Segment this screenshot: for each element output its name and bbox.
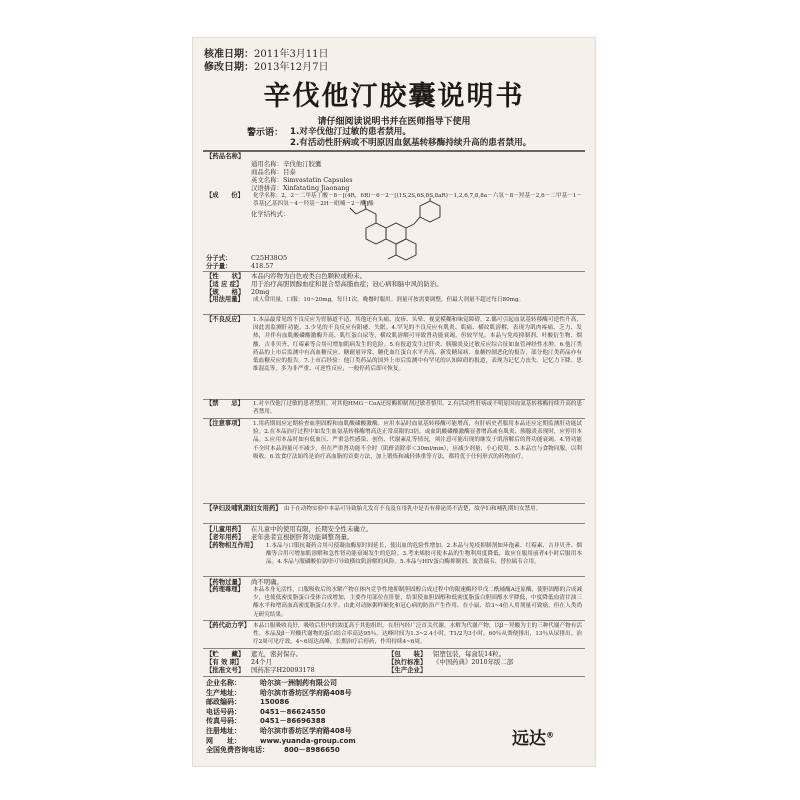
mfr-company: 企业名称： 哈尔滨一洲制药有限公司 bbox=[206, 679, 337, 687]
dosage-section: 【用法用量】 成人常用量，口服：10~20mg，每日1次，晚餐时服用。剂量可按需要调整，但最大剂量不超过每日80mg。 bbox=[206, 296, 525, 303]
document-title: 辛伐他汀胶囊说明书 bbox=[263, 81, 525, 112]
overdose-row: 【药物过量】 尚不明确。 bbox=[206, 578, 283, 586]
document-subtitle: 请仔细阅读说明书并在医师指导下使用 bbox=[317, 117, 471, 127]
approve-date-line: 核准日期：2011年3月11日 bbox=[204, 49, 329, 60]
molecular-formula: 分子式： C25H38O5 bbox=[206, 254, 288, 262]
pharmacokinetics-section: 【药代动力学】 本品口服吸收良好，吸收后肝内的浓度高于其他组织，在肝内经广泛首关代谢，水解为代谢产物，以β－羟酸为主的三种代谢产物有活性。本品及β－羟酸代谢物的蛋白结合率高达95％。达峰时间为1.3~2.4小时，T1/2为3小时。60％从粪便排出，13％从尿排出。治疗2周可见疗效，4~6周达高峰，长期治疗后停药，作用持续4~6周。 bbox=[206, 622, 582, 646]
mfr-hotline: 全国免费咨询电话： 800－8986650 bbox=[206, 746, 340, 755]
indication-row: 【适 应 症】 用于治疗高胆固醇血症和混合型高脂血症；冠心病和脑中风的防治。 bbox=[206, 280, 443, 288]
validity-row: 【有 效 期】 24个月 bbox=[206, 658, 272, 666]
mfr-address: 生产地址： 哈尔滨市香坊区学府路408号 bbox=[206, 688, 352, 697]
section-rule bbox=[203, 576, 585, 577]
mfr-postcode: 邮政编码： 150086 bbox=[206, 698, 290, 707]
ingredients-section: 【成 份】 化学名称：2，2－二甲基丁酸－8－[(4R，6R)－6－2－[(1S,2S,6S,8S,8aR)－1,2,6,7,8,8a－六氢－8－羟基－2,6－二甲基－1－萘基]乙基四氢－4－羟基－2H－吡喃－2－酮]酯 bbox=[206, 192, 582, 208]
warning-label: 警示语： bbox=[247, 128, 284, 138]
section-rule bbox=[203, 648, 585, 649]
mfr-fax: 传真号码： 0451－86696388 bbox=[206, 717, 326, 726]
mfr-phone: 电话号码： 0451－86624550 bbox=[206, 707, 326, 716]
approval-row: 【批准文号】 国药准字H20093178 bbox=[206, 666, 315, 674]
warning-line-1: 1.对辛伐他汀过敏的患者禁用。 bbox=[290, 127, 411, 137]
storage-row: 【贮 藏】 遮光，密封保存。 bbox=[206, 650, 303, 658]
generic-name: 通用名称：辛伐他汀胶囊 bbox=[251, 160, 322, 168]
elderly-row: 【老年用药】 老年患者宜根据肝肾功能调整剂量。 bbox=[206, 533, 354, 541]
precautions-section: 【注意事项】 1.用药期间应定期检查血胆固醇和血肌酸磷酸激酶。应用本品时血氨基转移酶可能增高，有肝病史者服用本品还应定期监测肝功能试验。2.在本品治疗过程中如发生血氨基转移酶增高达正常高限的3倍，或血肌酸磷酸激酶显著增高或有肌炎、胰腺炎表现时，应停用本品。3.应用本品时如有低血压、严重急性感染、创伤、代谢紊乱等情况，须注意可能出现的继发于肌溶解后的肾功能衰竭。4.肾功能不全时本品剂量可不减少，但在严重肾功能不全时（肌酐清除率＜30ml/min），应减少剂量，小心使用。5.本品宜与食物同服，以利吸收。6.饮食疗法始终是治疗高血脂的首要方法，加上锻炼和减轻体重等方法，都将优于任何形式的药物治疗。 bbox=[206, 420, 582, 460]
pharmacology-section: 【药理毒理】 本品本身无活性，口服吸收后的水解产物在体内竞争性地抑制胆固醇合成过程中的限速酶羟甲戊二酰辅酶A还原酶，使胆固醇的合成减少，也使低密度脂蛋白受体合成增加，主要作用部位在肝脏，结果使血胆固醇和低密度脂蛋白胆固醇水平降低，中度降低血清甘油三酯水平和增高血高密度脂蛋白水平。由此对动脉粥样硬化和冠心病的防治产生作用。在小鼠、给3~4倍人用剂量可致癌，但在人类尚无研究结果。 bbox=[206, 586, 582, 618]
section-rule bbox=[203, 314, 585, 315]
section-rule bbox=[203, 503, 585, 504]
pediatric-row: 【儿童用药】 在儿童中的使用有限，长期安全性未确立。 bbox=[206, 525, 373, 533]
revise-date-line: 修改日期：2013年12月7日 bbox=[204, 62, 329, 73]
structure-label: 化学结构式： bbox=[251, 210, 290, 218]
pregnancy-section: 【孕妇及哺乳期妇女用药】 由于在动物实验中本品可导致胎儿发育不良及在母乳中是否有排泌尚不清楚，故孕妇和哺乳期妇女禁用。 bbox=[206, 505, 542, 512]
chemical-structure-diagram bbox=[348, 198, 458, 262]
mfr-registered-address: 注册地址： 哈尔滨市香坊区学府路408号 bbox=[206, 726, 352, 735]
drug-name-label-row: 【药品名称】 bbox=[206, 152, 245, 160]
molecular-weight: 分子量： 418.57 bbox=[206, 262, 274, 270]
adverse-reactions-section: 【不良反应】 1.本品最常见的不良反应为胃肠道不适，其他还有头痛、皮疹、头晕、视觉模糊和味觉障碍。2.偶可引起血氨基转移酶可逆性升高，因此需监测肝功能。3.少见的不良反应有阳痿、失眠。4.罕见的不良反应有肌炎、肌痛、横纹肌溶解，表现为肌肉疼痛、乏力、发热，并伴有血肌酸磷酸激酶升高、肌红蛋白尿等，横纹肌溶解可导致肾功能衰竭，但较罕见。本品与免疫抑制剂、叶酸衍生物、烟酸、吉非贝齐、红霉素等合用可增加肌病发生的危险。5.有报道发生过肝炎、胰腺炎及过敏反应综合征如血管神经性水肿。6.他汀类药品的上市后监测中有高血糖反应、糖耐量异常、糖化血红蛋白水平升高、新发糖尿病、血糖控制恶化的报告，部分他汀类药品亦有低血糖反应的报告。7.上市后经验：他汀类药品的国外上市后监测中有罕见的认知障碍的报道，表现为记忆力丧失、记忆力下降、思维混乱等，多为非严重、可逆性反应，一般停药后即可恢复。 bbox=[206, 316, 582, 373]
brand-logo: 远达® bbox=[512, 729, 554, 749]
interactions-section: 【药物相互作用】 1.本品与口服抗凝药合用可使凝血酶原时间延长，使出血的危险性增加。2.本品与免疫抑制剂如环孢素、红霉素、吉非贝齐、烟酸等合用可增加肌溶解和急性肾功能衰竭发生的危险。3.考来烯胺可使本品的生物利用度降低，故应在服用前者4小时后服用本品。4.本品与服磷酸伯氨喹可导致横纹肌溶解的风险。5.本品与HIV蛋白酶抑制剂、波普瑞韦、替拉瑞韦合用。 bbox=[206, 542, 582, 566]
company-label-row: 【生产企业】 bbox=[388, 666, 427, 674]
package-row: 【包 装】 铝塑包装，每盒装14粒。 bbox=[388, 650, 506, 658]
english-name: 英文名称：Simvastatin Capsules bbox=[251, 176, 353, 184]
pinyin-name: 汉语拼音：Xinfatating Jiaonang bbox=[251, 184, 350, 192]
contraindications-section: 【禁 忌】 1.对辛伐他汀过敏的患者禁用。对其他HMG－CoA还原酶抑制剂过敏者慎用。2.有活动性肝病或不明原因血氨基转移酶持续升高的患者禁用。 bbox=[206, 400, 582, 416]
strength-row: 【规 格】 20mg bbox=[206, 288, 270, 296]
standard-row: 【执行标准】 《中国药典》2010年版二部 bbox=[388, 658, 514, 666]
section-rule bbox=[203, 676, 585, 677]
trade-name: 商品名称：目泰 bbox=[251, 168, 296, 176]
section-rule bbox=[203, 523, 585, 524]
section-rule bbox=[203, 418, 585, 419]
manufacturer-block bbox=[206, 679, 506, 756]
warning-line-2: 2.有活动性肝病或不明原因血氨基转移酶持续升高的患者禁用。 bbox=[290, 138, 532, 148]
mfr-website: 网 址： www.yuanda-group.com bbox=[206, 736, 356, 745]
section-rule bbox=[203, 620, 585, 621]
appearance-row: 【性 状】 本品内容物为白色或类白色颗粒或粉末。 bbox=[206, 272, 367, 280]
